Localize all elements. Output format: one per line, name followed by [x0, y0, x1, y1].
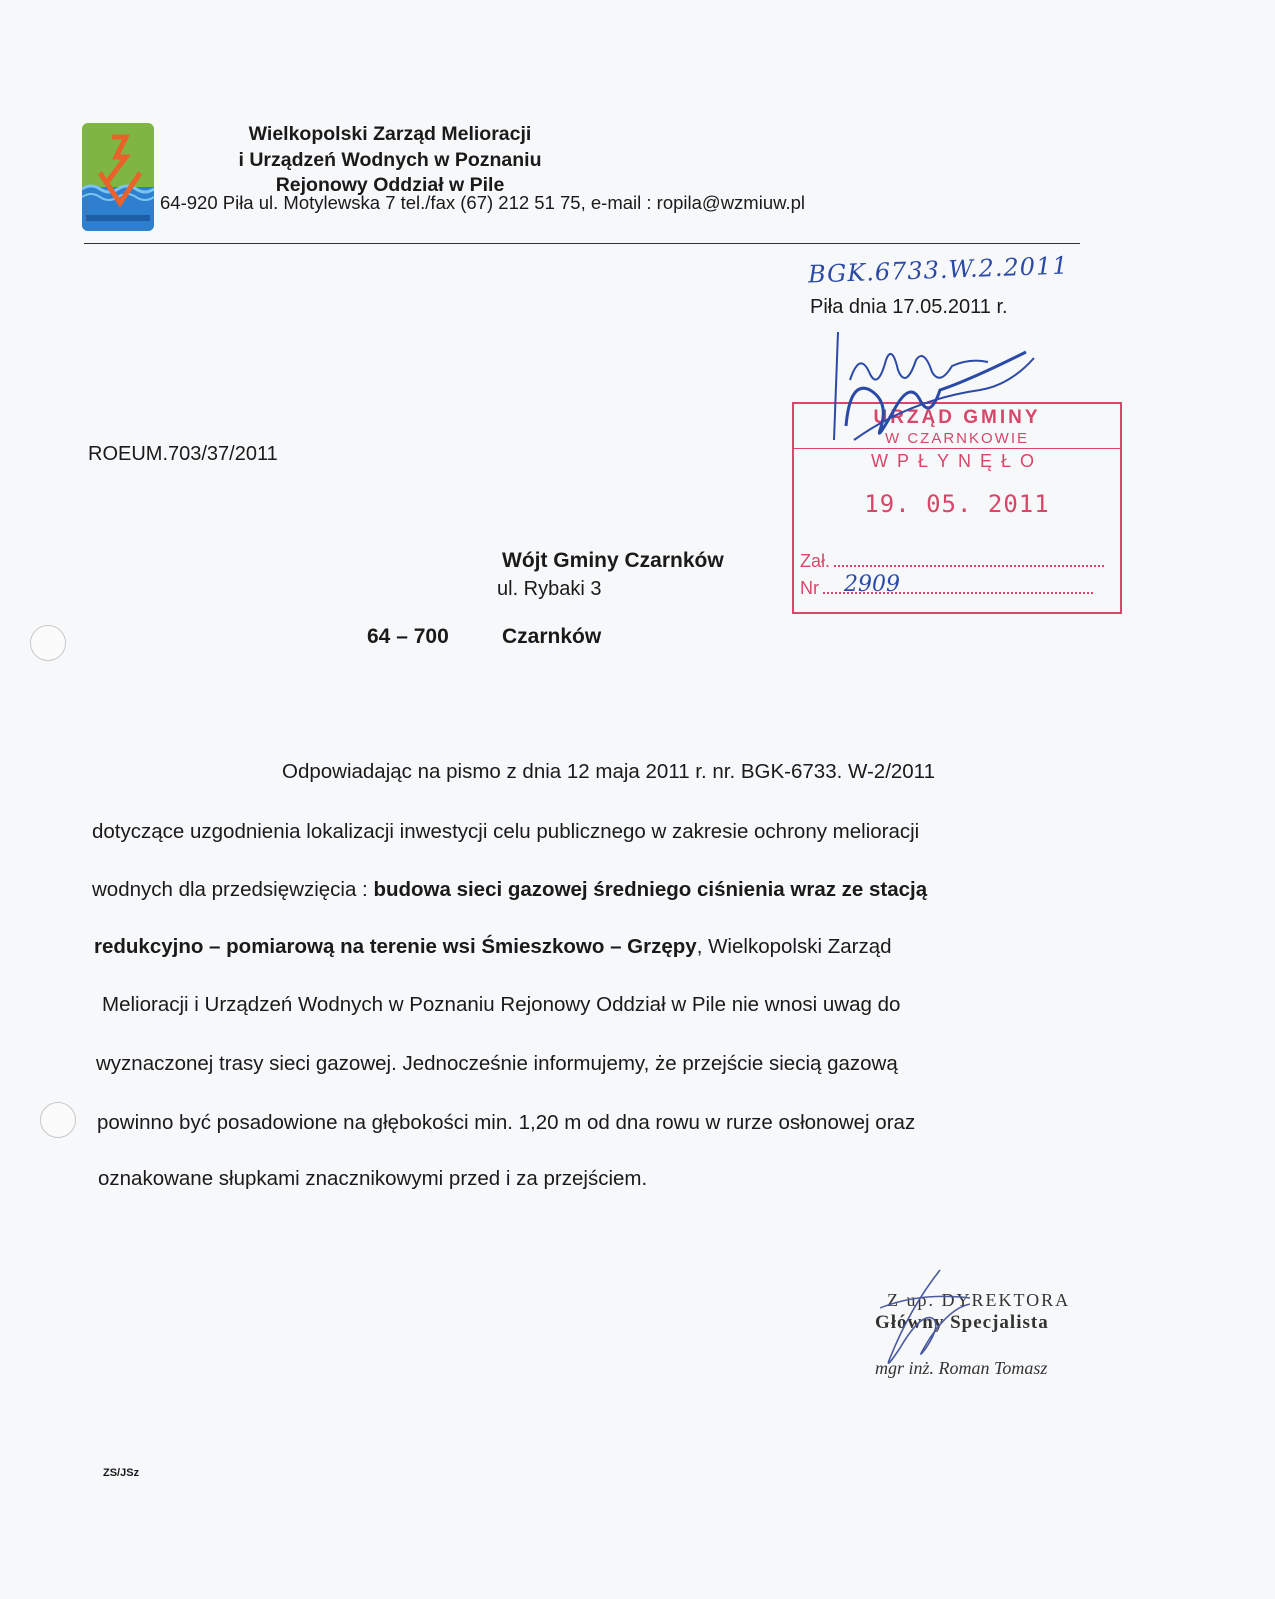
stamp-zal-label: Zał. — [800, 551, 831, 571]
body-line-3-plain: wodnych dla przedsięwzięcia : — [92, 878, 374, 901]
organization-address: 64-920 Piła ul. Motylewska 7 tel./fax (67) 212 51 75, e-mail : ropila@wzmiuw.pl — [160, 192, 805, 213]
body-line-5: Melioracji i Urządzeń Wodnych w Poznaniu Rejonowy Oddział w Pile nie wnosi uwag do — [102, 993, 901, 1016]
recipient-city: Czarnków — [502, 625, 602, 648]
place-and-date: Piła dnia 17.05.2011 r. — [810, 296, 1008, 318]
body-line-4-plain: , Wielkopolski Zarząd — [696, 935, 892, 958]
body-line-8: oznakowane słupkami znacznikowymi przed i za przejściem. — [98, 1167, 648, 1190]
body-line-3-bold: budowa sieci gazowej średniego ciśnienia wraz ze stacją — [373, 878, 928, 901]
signature-stamp-line-2: Główny Specjalista — [875, 1312, 1049, 1333]
body-line-7: powinno być posadowione na głębokości min. 1,20 m od dna rowu w rurze osłonowej oraz — [97, 1111, 916, 1134]
author-initials: ZS/JSz — [103, 1467, 140, 1479]
body-line-1: Odpowiadając na pismo z dnia 12 maja 2011 r. nr. BGK-6733. W-2/2011 — [282, 760, 935, 783]
organization-name — [200, 122, 580, 199]
case-reference: ROEUM.703/37/2011 — [88, 443, 278, 465]
org-line-3: Rejonowy Oddział w Pile — [275, 174, 505, 196]
punch-hole-lower — [40, 1102, 76, 1138]
stamp-nr-label: Nr — [800, 578, 819, 598]
recipient-street: ul. Rybaki 3 — [497, 578, 602, 600]
stamp-handwritten-number: 2909 — [844, 572, 900, 597]
recipient-postal-code: 64 – 700 — [367, 625, 449, 648]
handwritten-signature-top — [820, 330, 1050, 450]
body-line-6: wyznaczonej trasy sieci gazowej. Jednocześnie informujemy, że przejście siecią gazową — [96, 1052, 898, 1075]
recipient-name: Wójt Gminy Czarnków — [502, 549, 724, 572]
signature-stamp-line-1: Z up. DYREKTORA — [887, 1290, 1071, 1310]
signature-stamp-name: mgr inż. Roman Tomasz — [875, 1358, 1048, 1378]
body-line-2: dotyczące uzgodnienia lokalizacji inwestycji celu publicznego w zakresie ochrony melioracji — [92, 820, 920, 843]
stamp-received-label: WPŁYNĘŁO — [870, 451, 1044, 471]
handwritten-signature-bottom — [870, 1268, 980, 1378]
org-line-1: Wielkopolski Zarząd Melioracji — [248, 123, 532, 145]
stamp-office: URZĄD GMINY — [873, 407, 1041, 428]
body-line-4-bold: redukcyjno – pomiarową na terenie wsi Śmieszkowo – Grzępy — [94, 935, 697, 958]
body-line-3 — [92, 878, 927, 902]
organization-logo — [82, 123, 154, 231]
handwritten-reference: BGK.6733.W.2.2011 — [807, 251, 1070, 289]
punch-hole-upper — [30, 625, 66, 661]
org-line-2: i Urządzeń Wodnych w Poznaniu — [238, 148, 542, 171]
stamp-attachments-row — [800, 551, 1104, 572]
stamp-date: 19. 05. 2011 — [864, 490, 1050, 518]
header-divider — [84, 243, 1080, 244]
body-line-4 — [94, 935, 892, 959]
stamp-zal-dots — [834, 553, 1104, 567]
stamp-location: W CZARNKOWIE — [885, 430, 1029, 447]
